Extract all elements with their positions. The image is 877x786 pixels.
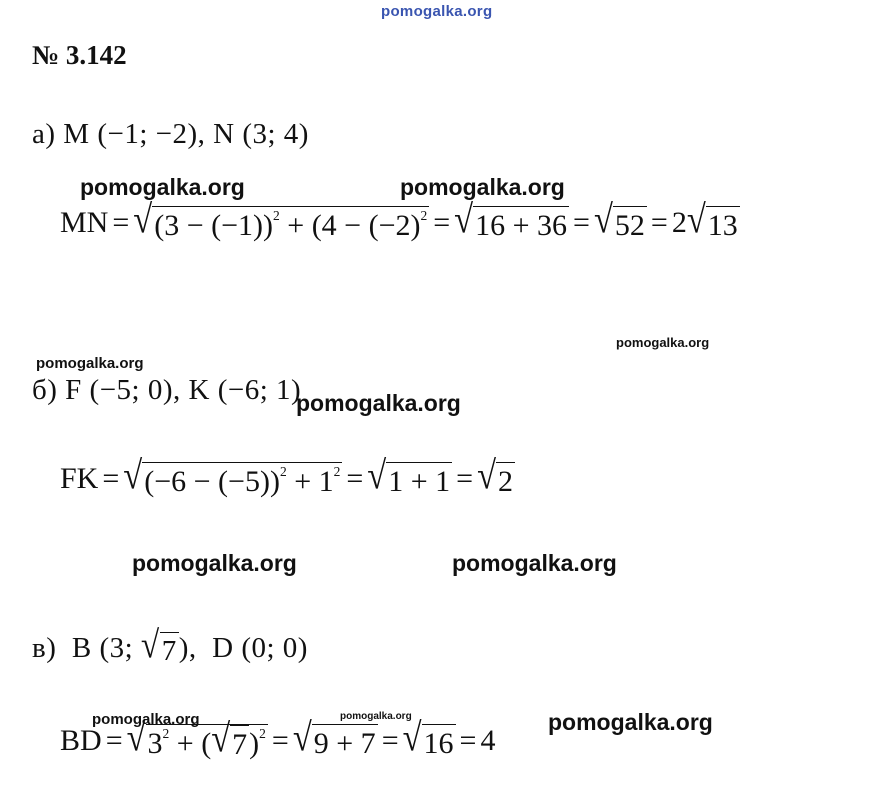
sqrt: √ $(3 - (-1))^2 + (4 - (-2)^2$ <box>133 206 429 245</box>
sqrt: √ 16 + 36 <box>454 206 569 245</box>
condition-c: в) B (3; √ 7 ), D (0; 0) <box>32 632 308 669</box>
watermark: pomogalka.org <box>616 335 710 350</box>
lhs: FK <box>60 462 99 495</box>
watermark-top: pomogalka.org <box>381 3 493 20</box>
sqrt: √ $(-6 - (-5))^2 + 1^2$ <box>123 462 342 501</box>
lhs: MN <box>60 206 109 239</box>
watermark: pomogalka.org <box>80 174 245 200</box>
watermark: pomogalka.org <box>132 550 297 576</box>
condition-b: б) F (−5; 0), K (−6; 1) <box>32 374 302 406</box>
watermark: pomogalka.org <box>92 711 200 728</box>
formula-a: MN = √ $(3 - (-1))^2 + (4 - (-2)^2$ = √ 16 + 36 = √ 52 = 2 √ 13 <box>60 206 740 245</box>
formula-c: BD = √ $3^2$ + ( √ 7 )$^2$ = √ 9 + 7 = √ 16 = 4 <box>60 724 495 764</box>
watermark: pomogalka.org <box>296 390 461 416</box>
sqrt: √ 16 <box>403 724 456 763</box>
sqrt: √ 1 + 1 <box>367 462 452 501</box>
watermark: pomogalka.org <box>36 355 144 372</box>
sqrt: √ 2 <box>477 462 515 501</box>
watermark: pomogalka.org <box>548 709 713 735</box>
condition-a: а) M (−1; −2), N (3; 4) <box>32 118 309 150</box>
problem-number: № 3.142 <box>32 40 127 70</box>
sqrt: √ 52 <box>594 206 647 245</box>
formula-b: FK = √ $(-6 - (-5))^2 + 1^2$ = √ 1 + 1 = √ 2 <box>60 462 515 501</box>
sqrt: √ 13 <box>687 206 740 245</box>
watermark: pomogalka.org <box>400 174 565 200</box>
watermark: pomogalka.org <box>452 550 617 576</box>
sqrt: √ 9 + 7 <box>293 724 378 763</box>
lhs: BD <box>60 724 102 757</box>
watermark: pomogalka.org <box>340 711 412 722</box>
sqrt: √ $3^2$ + ( √ 7 )$^2$ <box>127 724 268 764</box>
